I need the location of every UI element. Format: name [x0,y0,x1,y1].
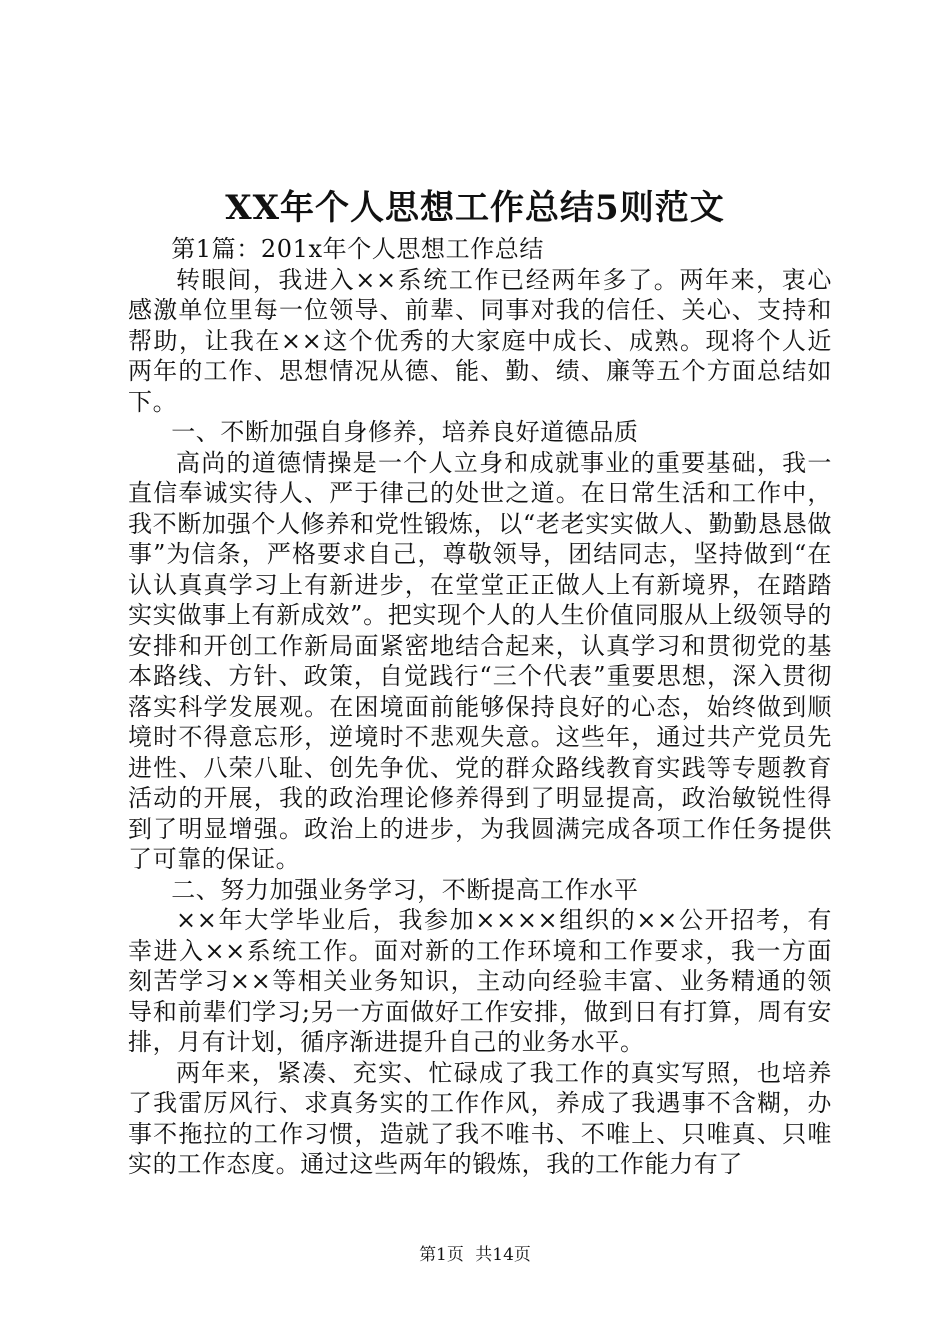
body-paragraph: 转眼间，我进入××系统工作已经两年多了。两年来，衷心感激单位里每一位领导、前辈、同事对我的信任、关心、支持和帮助，让我在××这个优秀的大家庭中成长、成熟。现将个人近两年的工作、思想情况从德、能、勤、绩、廉等五个方面总结如下。 [128,265,832,416]
page-total: 共14页 [475,1245,531,1265]
body-paragraph: 两年来，紧凑、充实、忙碌成了我工作的真实写照，也培养了我雷厉风行、求真务实的工作作风，养成了我遇事不含糊，办事不拖拉的工作习惯，造就了我不唯书、不唯上、只唯真、只唯实的工作态度。通过这些两年的锻炼，我的工作能力有了 [128,1058,832,1178]
body-paragraph: ××年大学毕业后，我参加××××组织的××公开招考，有幸进入××系统工作。面对新的工作环境和工作要求，我一方面刻苦学习××等相关业务知识，主动向经验丰富、业务精通的领导和前辈们学习;另一方面做好工作安排，做到日有打算，周有安排，月有计划，循序渐进提升自己的业务水平。 [128,906,832,1056]
section-heading: 第1篇：201x年个人思想工作总结 [171,235,544,263]
document-title: XX年个人思想工作总结5则范文 [225,188,725,228]
body-paragraph: 高尚的道德情操是一个人立身和成就事业的重要基础，我一直信奉诚实待人、严于律己的处世之道。在日常生活和工作中，我不断加强个人修养和党性锻炼，以“老老实实做人、勤勤恳恳做事”为信条，严格要求自己，尊敬领导，团结同志，坚持做到“在认认真真学习上有新进步，在堂堂正正做人上有新境界，在踏踏实实做事上有新成效”。把实现个人的人生价值同服从上级领导的安排和开创工作新局面紧密地结合起来，认真学习和贯彻党的基本路线、方针、政策，自觉践行“三个代表”重要思想，深入贯彻落实科学发展观。在困境面前能够保持良好的心态，始终做到顺境时不得意忘形，逆境时不悲观失意。这些年，通过共产党员先进性、八荣八耻、创先争优、党的群众路线教育实践等专题教育活动的开展，我的政治理论修养得到了明显提高，政治敏锐性得到了明显增强。政治上的进步，为我圆满完成各项工作任务提供了可靠的保证。 [128,448,832,873]
page-footer [0,1243,950,1267]
page-number: 第1页 [419,1245,464,1265]
section-heading: 一、不断加强自身修养，培养良好道德品质 [171,418,639,446]
section-heading: 二、努力加强业务学习，不断提高工作水平 [171,875,639,904]
document-body [128,234,832,1180]
